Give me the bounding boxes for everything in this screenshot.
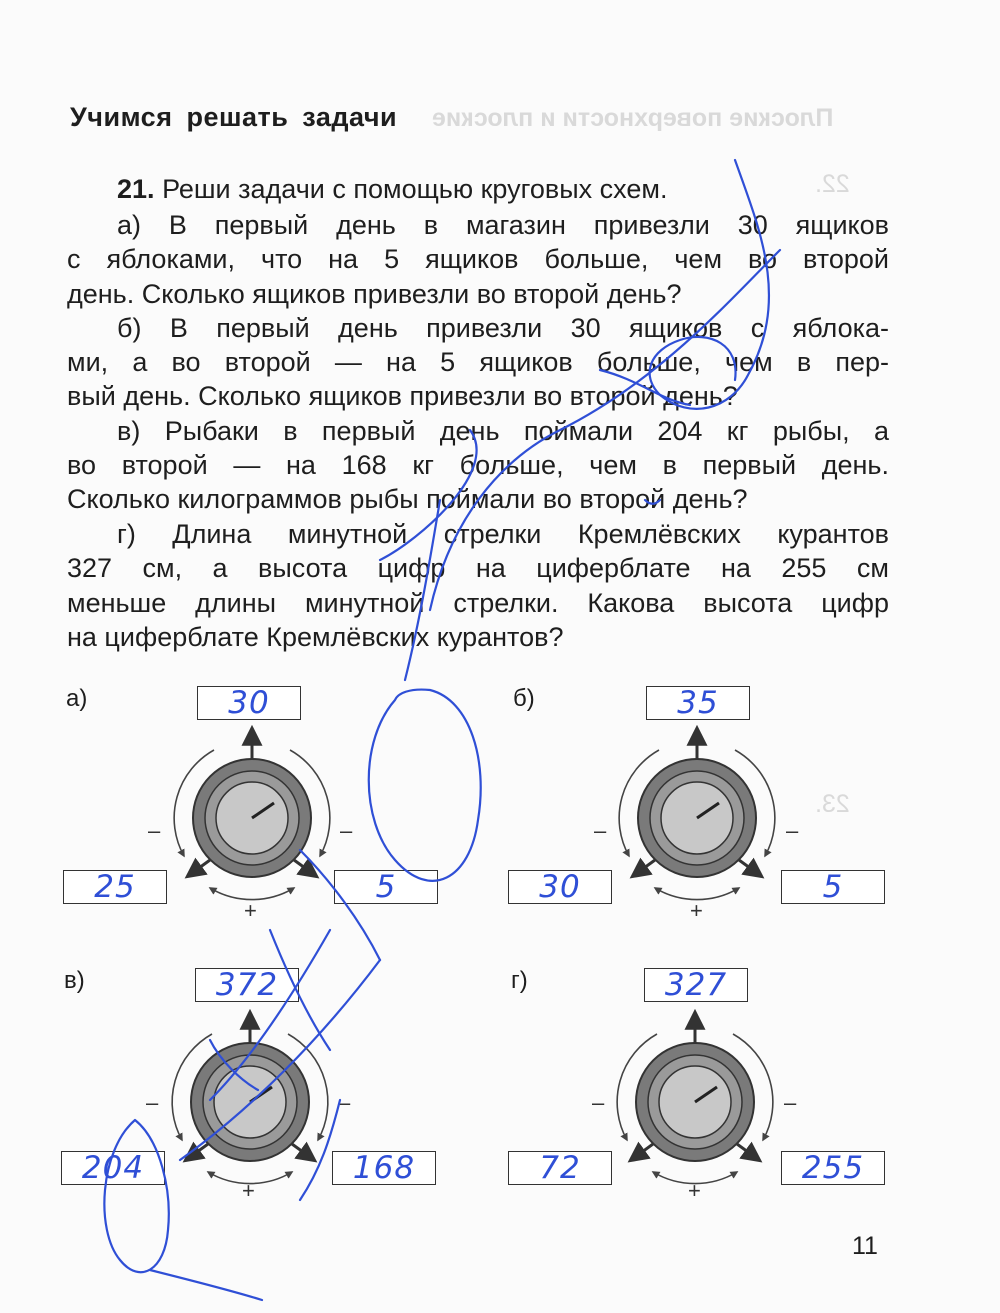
- task-line: г) Длина минутной стрелки Кремлёвских курантов: [117, 519, 889, 549]
- minus-sign: –: [592, 1090, 605, 1115]
- answer-left-a: 25: [94, 869, 136, 905]
- right-box-b[interactable]: [781, 870, 885, 904]
- right-box-a[interactable]: [334, 870, 438, 904]
- answer-left-b: 30: [539, 869, 581, 905]
- task-line: на циферблате Кремлёвских курантов?: [67, 622, 564, 652]
- left-box-g[interactable]: [508, 1151, 612, 1185]
- task-line: с яблоками, что на 5 ящиков больше, чем во второй: [67, 244, 889, 274]
- task-instruction: Реши задачи с помощью круговых схем.: [162, 174, 668, 204]
- answer-right-b: 5: [822, 869, 844, 905]
- answer-left-v: 204: [81, 1150, 145, 1186]
- bleed-through-22: 22.: [815, 170, 850, 198]
- section-title: Учимся решать задачи: [70, 102, 398, 132]
- task-line: во второй — на 168 кг больше, чем в первый день.: [67, 450, 889, 480]
- answer-top-b: 35: [677, 685, 719, 721]
- plus-sign: +: [690, 898, 703, 923]
- bleed-through-header: Плоские поверхности и плоские: [432, 104, 834, 132]
- task-line: Сколько килограммов рыбы поймали во второй день?: [67, 484, 748, 514]
- diagram-label-a: а): [66, 685, 88, 712]
- answer-right-v: 168: [352, 1150, 416, 1186]
- answer-top-a: 30: [228, 685, 270, 721]
- minus-sign: –: [146, 1090, 159, 1115]
- right-box-v[interactable]: [332, 1151, 436, 1185]
- diagram-label-v: в): [64, 967, 85, 994]
- task-line: а) В первый день в магазин привезли 30 ящиков: [117, 210, 889, 240]
- task-line: ми, а во второй — на 5 ящиков больше, чем в пер-: [67, 347, 889, 377]
- plus-sign: +: [688, 1178, 701, 1203]
- left-box-a[interactable]: [63, 870, 167, 904]
- minus-sign: –: [340, 818, 353, 843]
- task-line: день. Сколько ящиков привезли во второй день?: [67, 279, 682, 309]
- diagram-label-b: б): [513, 685, 535, 712]
- dial-v: [172, 1013, 328, 1184]
- minus-sign: –: [148, 818, 161, 843]
- diagram-label-g: г): [511, 967, 528, 994]
- answer-left-g: 72: [539, 1150, 581, 1186]
- task-line: в) Рыбаки в первый день поймали 204 кг рыбы, а: [117, 416, 889, 446]
- answer-top-v: 372: [215, 967, 279, 1003]
- dial-g: [617, 1013, 773, 1184]
- bleed-through-23: 23.: [815, 790, 850, 818]
- left-box-b[interactable]: [508, 870, 612, 904]
- minus-sign: –: [786, 818, 799, 843]
- task-line: вый день. Сколько ящиков привезли во второй день?: [67, 381, 738, 411]
- plus-sign: +: [244, 898, 257, 923]
- task-line: б) В первый день привезли 30 ящиков с яблока-: [117, 313, 889, 343]
- task-number: 21.: [117, 174, 155, 204]
- top-box-a[interactable]: [197, 686, 301, 720]
- minus-sign: –: [338, 1090, 351, 1115]
- top-box-b[interactable]: [646, 686, 750, 720]
- answer-right-a: 5: [375, 869, 397, 905]
- task-line: 327 см, а высота цифр на циферблате на 255 см: [67, 553, 889, 583]
- answer-right-g: 255: [801, 1150, 865, 1186]
- minus-sign: –: [784, 1090, 797, 1115]
- plus-sign: +: [242, 1178, 255, 1203]
- page-number: 11: [852, 1232, 878, 1260]
- top-box-g[interactable]: [644, 968, 748, 1002]
- dial-a: [174, 729, 330, 900]
- minus-sign: –: [594, 818, 607, 843]
- dial-b: [619, 729, 775, 900]
- top-box-v[interactable]: [195, 968, 299, 1002]
- answer-top-g: 327: [664, 967, 728, 1003]
- left-box-v[interactable]: [61, 1151, 165, 1185]
- right-box-g[interactable]: [781, 1151, 885, 1185]
- task-line: меньше длины минутной стрелки. Какова высота цифр: [67, 588, 889, 618]
